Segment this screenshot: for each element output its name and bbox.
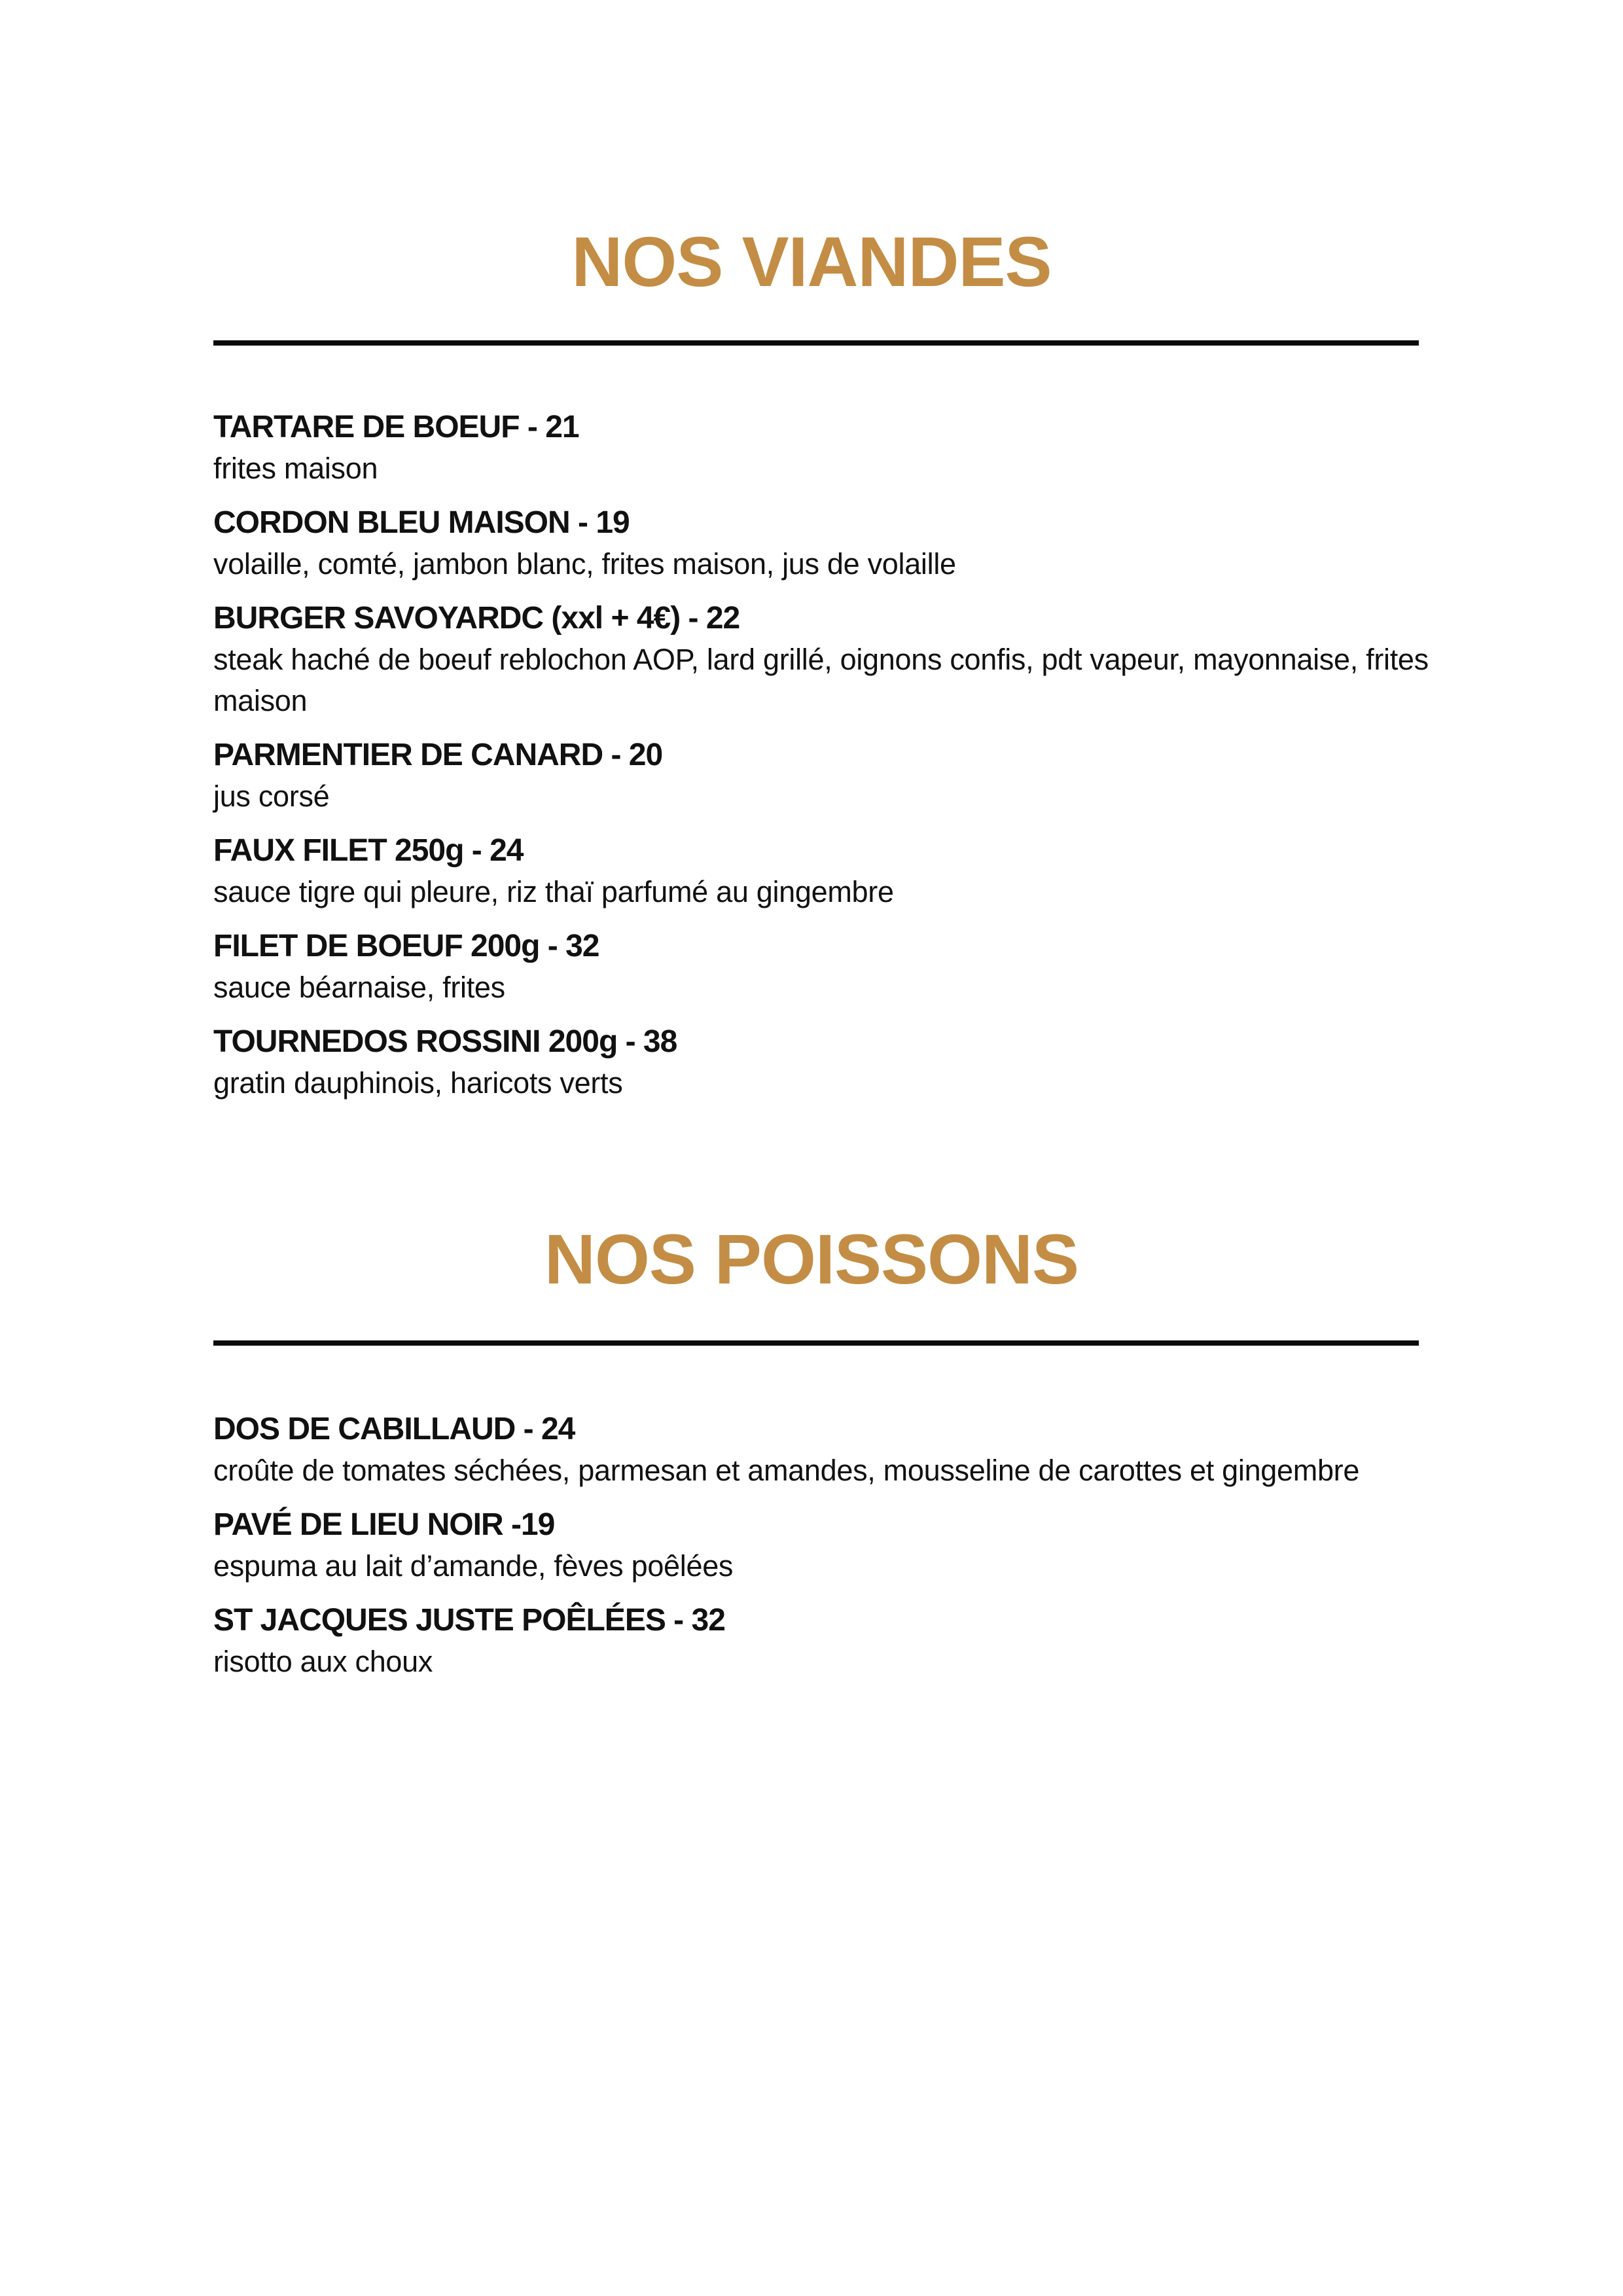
menu-item (213, 1504, 1431, 1587)
menu-item (213, 1021, 1431, 1103)
menu-item (213, 734, 1431, 817)
section-title-viandes: NOS VIANDES (571, 222, 1052, 301)
dish-name: FAUX FILET 250g - 24 (213, 833, 524, 868)
menu-list-poissons (213, 1408, 1431, 1695)
dish-description: croûte de tomates séchées, parmesan et amandes, mousseline de carottes et gingembre (213, 1454, 1360, 1487)
dish-description: sauce tigre qui pleure, riz thaï parfumé au gingembre (213, 875, 894, 908)
menu-item (213, 1600, 1431, 1682)
dish-name: PAVÉ DE LIEU NOIR -19 (213, 1507, 555, 1542)
section-divider (213, 340, 1419, 346)
dish-description: frites maison (213, 452, 378, 485)
dish-description: steak haché de boeuf reblochon AOP, lard grillé, oignons confis, pdt vapeur, mayonnaise, frites maison (213, 643, 1429, 717)
dish-name: PARMENTIER DE CANARD - 20 (213, 738, 663, 772)
section-divider (213, 1340, 1419, 1346)
dish-name: ST JACQUES JUSTE POÊLÉES - 32 (213, 1603, 725, 1638)
dish-description: sauce béarnaise, frites (213, 971, 505, 1004)
dish-description: espuma au lait d’amande, fèves poêlées (213, 1549, 734, 1583)
menu-item (213, 502, 1431, 584)
menu-item (213, 925, 1431, 1008)
dish-description: risotto aux choux (213, 1645, 433, 1678)
dish-name: FILET DE BOEUF 200g - 32 (213, 929, 599, 963)
dish-description: gratin dauphinois, haricots verts (213, 1066, 623, 1100)
dish-name: DOS DE CABILLAUD - 24 (213, 1412, 575, 1446)
menu-list-viandes (213, 406, 1431, 1117)
dish-description: volaille, comté, jambon blanc, frites maison, jus de volaille (213, 547, 956, 581)
menu-item (213, 1408, 1431, 1491)
dish-name: TARTARE DE BOEUF - 21 (213, 410, 579, 444)
menu-item (213, 830, 1431, 912)
dish-name: TOURNEDOS ROSSINI 200g - 38 (213, 1024, 677, 1059)
dish-name: CORDON BLEU MAISON - 19 (213, 505, 630, 540)
menu-item (213, 598, 1431, 721)
section-title-poissons: NOS POISSONS (544, 1219, 1079, 1299)
dish-name: BURGER SAVOYARDC (xxl + 4€) - 22 (213, 601, 740, 636)
dish-description: jus corsé (213, 780, 330, 813)
menu-item (213, 406, 1431, 489)
